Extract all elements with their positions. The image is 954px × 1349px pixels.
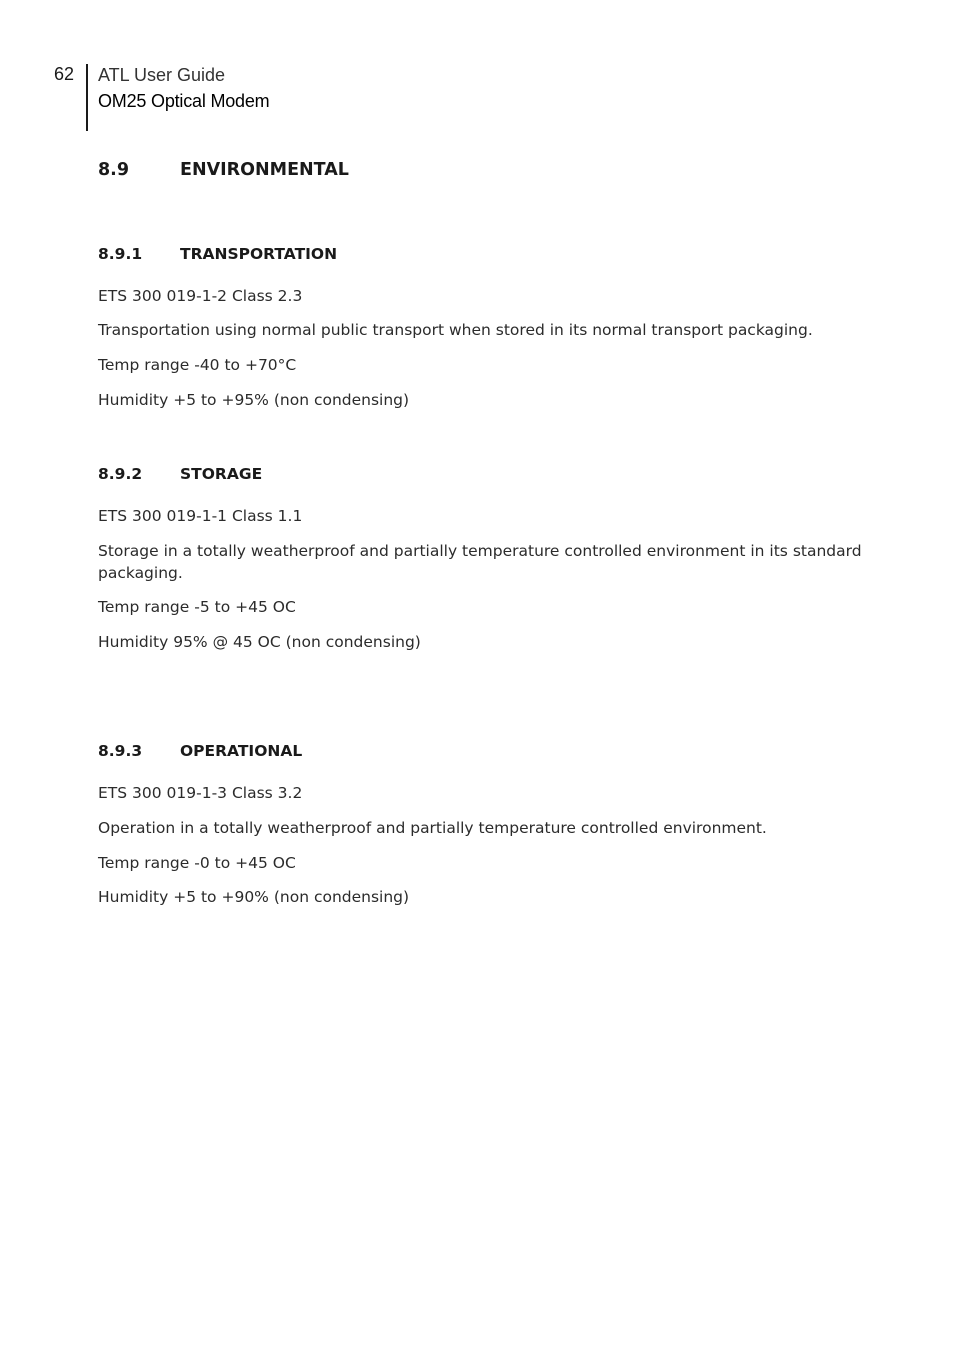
paragraph: Temp range -0 to +45 OC bbox=[98, 854, 296, 872]
paragraph: Temp range -40 to +70°C bbox=[98, 356, 297, 374]
subsection-heading-operational bbox=[98, 742, 302, 760]
paragraph: Operation in a totally weatherproof and partially temperature controlled environment. bbox=[98, 819, 767, 837]
subsection-title: OPERATIONAL bbox=[180, 742, 303, 760]
subsection-number: 8.9.1 bbox=[98, 245, 143, 263]
section-number: 8.9 bbox=[98, 160, 130, 180]
paragraph: Humidity 95% @ 45 OC (non condensing) bbox=[98, 633, 421, 651]
document-title: ATL User Guide bbox=[98, 65, 226, 85]
subsection-title: TRANSPORTATION bbox=[180, 245, 338, 263]
section-title: ENVIRONMENTAL bbox=[180, 160, 349, 180]
page-number: 62 bbox=[54, 64, 75, 84]
subsection-heading-storage bbox=[98, 465, 262, 483]
paragraph: Humidity +5 to +95% (non condensing) bbox=[98, 391, 410, 409]
paragraph: ETS 300 019-1-1 Class 1.1 bbox=[98, 507, 303, 525]
subsection-number: 8.9.3 bbox=[98, 742, 143, 760]
subsection-title: STORAGE bbox=[180, 465, 263, 483]
paragraph: Humidity +5 to +90% (non condensing) bbox=[98, 888, 410, 906]
subsection-number: 8.9.2 bbox=[98, 465, 143, 483]
section-heading bbox=[98, 160, 349, 180]
paragraph: ETS 300 019-1-3 Class 3.2 bbox=[98, 784, 303, 802]
paragraph: Storage in a totally weatherproof and partially temperature controlled environment in its standard packaging. bbox=[98, 542, 862, 582]
subsection-heading-transportation bbox=[98, 245, 337, 263]
header-divider bbox=[86, 64, 88, 131]
paragraph: ETS 300 019-1-2 Class 2.3 bbox=[98, 287, 303, 305]
paragraph: Transportation using normal public transport when stored in its normal transport packaging. bbox=[98, 321, 813, 339]
paragraph: Temp range -5 to +45 OC bbox=[98, 598, 296, 616]
document-subtitle: OM25 Optical Modem bbox=[98, 91, 270, 111]
